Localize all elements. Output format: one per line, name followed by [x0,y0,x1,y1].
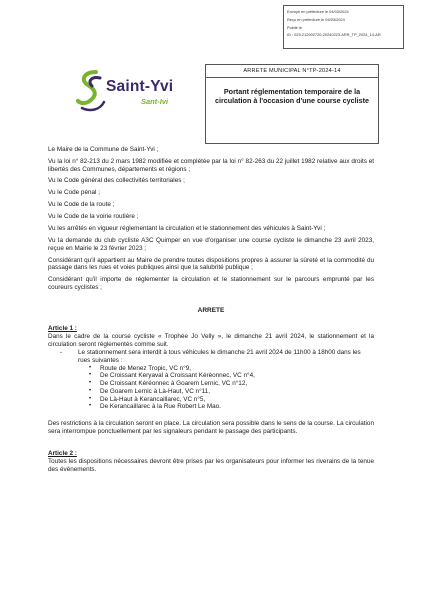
stamp-line: Envoyé en préfecture le 04/03/2024 [287,9,349,14]
legal-basis-item: Vu le Code pénal ; [48,189,100,197]
bullet-icon: • [89,372,92,379]
street-name: De Kerancaillarec à la Rue Robert Le Mao. [100,403,221,411]
article-2-title: Article 2 : [48,450,77,458]
legal-basis-item: Vu le Code de la voirie routière ; [48,213,139,221]
logo-name: Saint-Yvi [106,78,174,95]
bullet-icon: • [89,364,92,371]
dash-item-text: Le stationnement sera interdit à tous véhicules le dimanche 21 avril 2024 de 11h00 à 18h00 dans les rues suivantes : [78,349,361,365]
street-name: Route de Menez Tropic, VC n°9, [100,364,192,372]
street-item [89,380,374,388]
decree-reference: ARRETE MUNICIPAL N°TP-2024-14 [243,68,341,74]
street-name: De Goarem Lernic à Là-Haut, VC n°11, [100,387,210,395]
stamp-line: ID : 029-212902720-20240223-ARR_TP_2024_14-AR [287,32,381,38]
bullet-icon: • [89,403,92,410]
street-name: De Là-Haut à Kerancaillarec, VC n°5, [100,395,206,403]
bullet-icon: • [89,380,92,387]
arrete-heading: ARRETE [197,306,225,314]
legal-basis-item: Considérant qu'il appartient au Maire de prendre toutes dispositions propres à assurer la sûreté et la commodité du passage dans les rues et voies publiques ainsi que la salubrité publique ; [48,256,374,272]
intro-line: Le Maire de la Commune de Saint-Yvi ; [48,146,159,153]
article-1-closing: Des restrictions à la circulation seront en place. La circulation sera possible dans le sens de la course. La circulation sera interrompue ponctuellement par les signaleurs pendant le passage des participants. [48,419,374,435]
title-box [205,64,379,144]
street-item [89,372,374,380]
document-body [48,146,374,473]
legal-basis-item: Vu les arrêtés en vigueur réglementant la circulation et le stationnement des véhicules à Saint-Yvi ; [48,225,326,233]
bullet-icon: • [89,387,92,394]
article-1-text: Dans le cadre de la course cycliste « Trophée Jo Velly », le dimanche 21 avril 2024, le stationnement et la circulation seront réglementés comme suit. [48,332,374,348]
dash-marker: - [60,349,63,357]
legal-basis-item: Considérant qu'il importe de réglementer la circulation et le stationnement sur le parcours emprunté par les coureurs cyclistes ; [48,276,374,291]
saint-yvi-logo [76,68,186,114]
street-list [89,365,374,411]
bullet-icon: • [89,395,92,402]
street-name: De Croissant Kéréonnec à Goarem Lernic, VC n°12, [100,380,248,388]
article-1-title: Article 1 : [48,325,77,333]
legal-basis-item: Vu la loi n° 82-213 du 2 mars 1982 modifiée et complétée par la loi n° 82-263 du 22 juillet 1982 relative aux droits et libertés des Communes, départements et régions ; [48,157,374,173]
legal-basis-item: Vu le Code de la route ; [48,201,115,209]
logo-mark-icon [76,68,110,114]
article-1-dash-item [60,349,374,364]
logo-subname: Sant-Ivi [141,97,169,106]
stamp-line: Reçu en préfecture le 04/03/2024 [287,16,345,22]
prefecture-stamp [283,5,404,49]
street-item [89,396,374,404]
street-item [89,403,374,411]
decree-title: Portant réglementation temporaire de la circulation à l'occasion d'une course cycliste [214,87,369,105]
legal-basis-item: Vu la demande du club cycliste A3C Quimper en vue d'organiser une course cycliste le dimanche 23 avril 2023, reçue en Mairie le 23 février 2023 ; [48,236,374,252]
street-item [89,388,374,396]
stamp-line: Publié le [287,24,302,30]
street-name: De Croissant Keryaval à Croissant Kéréonnec, VC n°4, [100,372,255,380]
article-2-text: Toutes les dispositions nécessaires devront être prises par les organisateurs pour informer les riverains de la tenue des évènements. [48,458,374,473]
legal-basis-item: Vu le Code général des collectivités territoriales ; [48,177,185,185]
